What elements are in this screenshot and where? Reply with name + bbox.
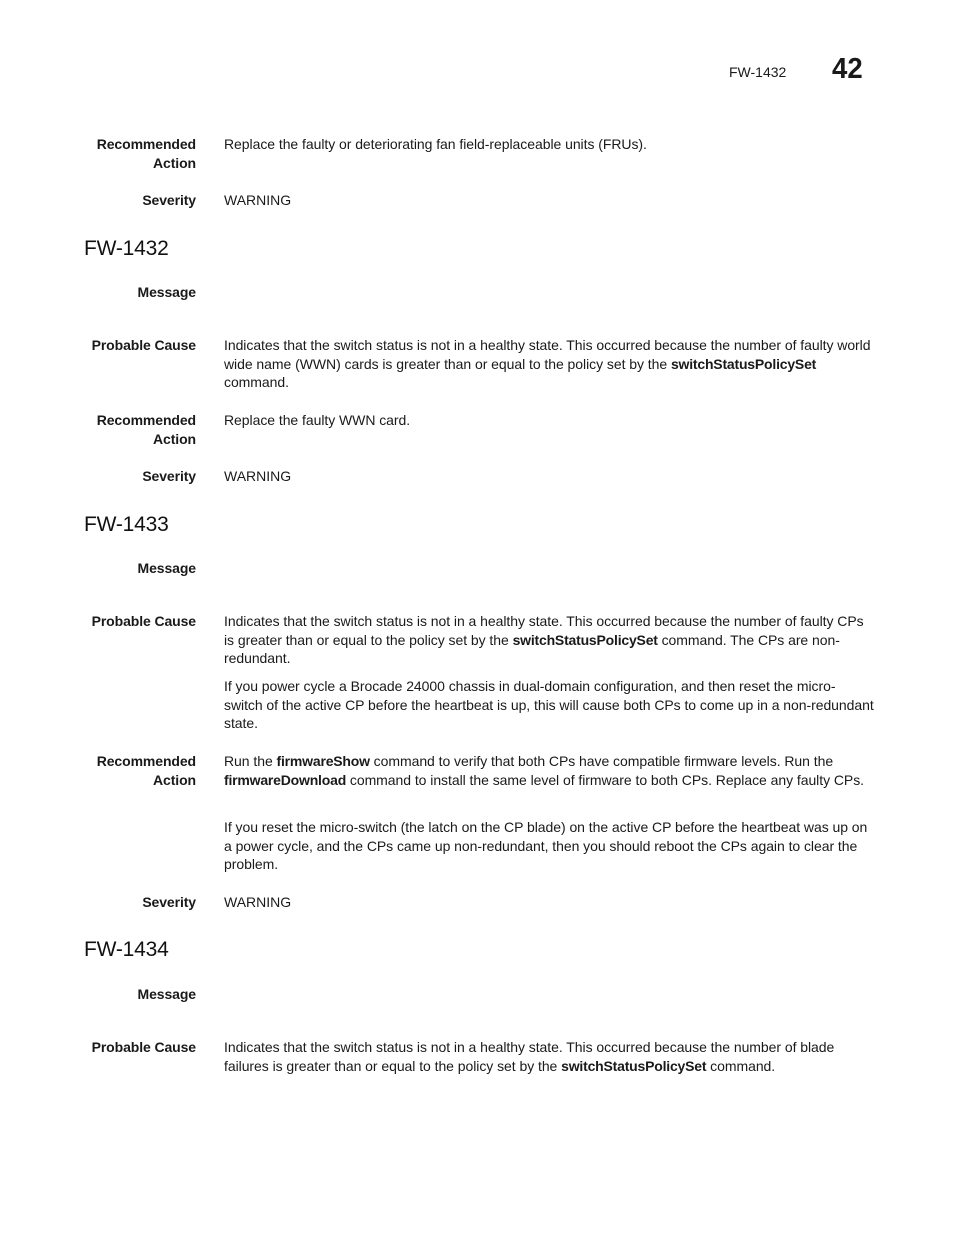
command-name: switchStatusPolicySet xyxy=(670,355,817,372)
recommended-action-paragraph-2: If you reset the micro-switch (the latch on the CP blade) on the active CP before the heartbeat was up on a power cycle, and the CPs came up non-redundant, then you should reboot the CPs again to clear the problem. xyxy=(224,819,868,873)
probable-cause-paragraph-2: If you power cycle a Brocade 24000 chassis in dual-domain configuration, and then reset the micro-switch of the active CP before the heartbeat is up, this will cause both CPs to come up in a non-redundant state. xyxy=(224,678,874,732)
section-heading-fw-1432: FW-1432 xyxy=(84,237,169,260)
command-name: firmwareDownload xyxy=(224,771,347,788)
recommended-action-label: Recommended Action xyxy=(96,753,196,788)
probable-cause-text: Indicates that the switch status is not in a healthy state. This occurred because the number of faulty CPs is greater than or equal to the policy set by the switchStatusPolicySet command. The CPs are non-redundant. xyxy=(224,613,864,667)
chapter-number: 42 xyxy=(832,53,863,85)
probable-cause-label: Probable Cause xyxy=(91,613,196,629)
section-heading-fw-1433: FW-1433 xyxy=(84,513,169,536)
message-label: Message xyxy=(137,986,196,1002)
probable-cause-text: Indicates that the switch status is not in a healthy state. This occurred because the number of faulty world wide name (WWN) cards is greater than or equal to the policy set by the switchStatusPolicySet command. xyxy=(224,337,871,391)
message-label: Message xyxy=(137,560,196,576)
command-name: firmwareShow xyxy=(276,753,370,769)
severity-label: Severity xyxy=(142,894,196,910)
severity-value: WARNING xyxy=(224,894,292,910)
severity-label: Severity xyxy=(142,192,196,208)
recommended-action-text: Replace the faulty WWN card. xyxy=(224,412,411,428)
recommended-action-text: Replace the faulty or deteriorating fan field-replaceable units (FRUs). xyxy=(224,136,647,152)
recommended-action-label: Recommended Action xyxy=(96,412,196,447)
severity-value: WARNING xyxy=(224,468,292,484)
command-name: switchStatusPolicySet xyxy=(561,1057,707,1074)
running-header-label: FW-1432 xyxy=(729,64,787,80)
section-heading-fw-1434: FW-1434 xyxy=(84,938,169,961)
severity-label: Severity xyxy=(142,468,196,484)
severity-value: WARNING xyxy=(224,192,292,208)
message-label: Message xyxy=(137,284,196,300)
recommended-action-label: Recommended Action xyxy=(96,136,196,171)
command-name: switchStatusPolicySet xyxy=(512,631,658,648)
probable-cause-label: Probable Cause xyxy=(91,1039,196,1055)
recommended-action-text: Run the firmwareShow command to verify that both CPs have compatible firmware levels. Run the firmwareDownload command to install the same level of firmware to both CPs. Replace any faulty CPs. xyxy=(224,753,865,788)
probable-cause-label: Probable Cause xyxy=(91,337,196,353)
probable-cause-text: Indicates that the switch status is not in a healthy state. This occurred because the number of blade failures is greater than or equal to the policy set by the switchStatusPolicySet command. xyxy=(224,1039,835,1074)
